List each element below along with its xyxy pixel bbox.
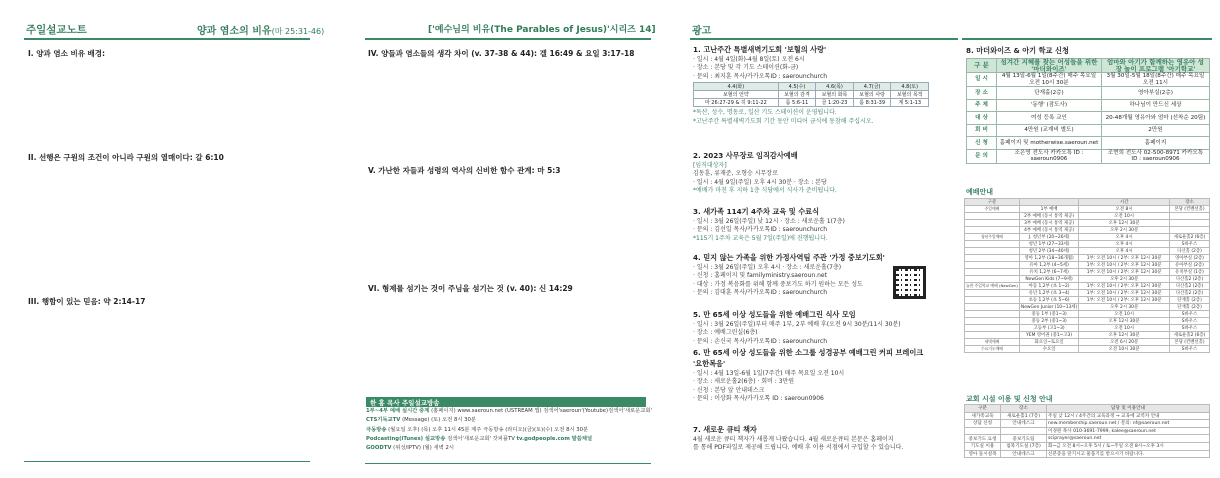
worship-row [965,276,1210,283]
worship-row [965,220,1210,227]
worship-cell: 3부 예배 (동시 통역 제공) [1019,220,1078,227]
worship-cell: S바우스 [1170,325,1210,332]
worship-cell: 1부: 오전 10시 / 2부: 오후 12시 30분 [1079,269,1170,276]
worship-cell: 1부: 오전 10시 / 2부: 오후 12시 30분 [1079,283,1170,290]
worship-cell [965,269,1020,276]
worship-cell: 단재홀 (2층) [1170,304,1210,311]
broadcast-line-2: CTS기독교TV (Message) (토) 오전 8시 30분 [366,417,476,424]
worship-cell: 오전 10시 [1079,213,1170,220]
space-cell: 주일 낮 12시 / 4주간의 교육과정 → 교육에 교역자 안내 [1047,412,1210,420]
worship-cell: 다산홀2 (2층) [1170,276,1210,283]
worship-row [965,290,1210,297]
space-cell: 화~금 오전 8시~오후 5시 / 토~주일 오전 8시~오후 3시 [1047,442,1210,450]
space-cell: 영아 돌시설목 [965,450,1001,458]
worship-cell: NewGen Junior (10~13세) [1020,305,1078,310]
worship-row [965,346,1210,353]
worship-cell: S바우스 [1170,346,1210,353]
worship-cell: S바우스 [1170,311,1210,318]
ad-6: 6. 만 65세 이상 성도들을 위한 소그룹 성경공부 예배그린 커피 브레이크 '요한복음' · 일시 : 4월 13일-6월 1일(7주간) 매주 목요일 오전 10시 · 장소 : 새로운홀2(6층) · 회비 : 3만원 · 신청 : 본당 앞 안내데스크 · 문의 : 이상화 목사/카카오톡 ID : saeroun0906 [693,348,924,403]
worship-cell: 청년 2부 (34~40세) [1019,248,1078,255]
worship-cell: 본당 (컨벤션홀) [1170,339,1210,346]
ads-title: 광고 [692,26,712,37]
space-cell [1001,427,1047,435]
note-bottom-rule [24,461,310,462]
space-row [965,412,1210,420]
worship-cell [965,213,1020,220]
worship-cell: 4부 예배 (동시 통역 제공) [1019,227,1078,234]
series-point-4: IV. 양들과 염소들의 생각 차이 (v. 37-38 & 44): 겔 16:49 & 요일 3:17-18 [368,49,635,58]
worship-cell: 단재홀 (2층) [1170,297,1210,304]
worship-row [965,234,1210,241]
space-table: 구분 장소 담당 및 이용안내 새가족교육 새로운홀1 (7층) 주일 낮 12시 / 4주간의 교육과정 → 교육에 교역자 안내 상담 신청 안내데스크 new.membership.saeroun.net / 문의: nf@saeroun.net 이경원 목사 010-3691-7999, kalee@saeroun.net 중보기도 요청 중보기도팀 sciprayer@saeroun.net 기도실 이용 침묵기도실 (7층) 화~금 오전 8시~오후 5시 / 토~주일 오전 8시~오후 3시 영아 돌시설목 안내데스크 신분증을 맡기시고 물품기를 받으시기 바랍니다. [964,404,1210,458]
space-cell: 신분증을 맡기시고 물품기를 받으시기 바랍니다. [1047,450,1210,458]
worship-cell: 오전 8시 [1079,206,1170,213]
worship-cell: 늘찬 주일학교 예배 (NewGen) [966,283,1018,288]
worship-row [965,304,1210,311]
worship-cell: 오후 12시 30분 [1079,220,1170,227]
worship-cell: 유년 1,2부 (초 3~4) [1019,290,1078,297]
worship-cell: 청년주일예배 [965,234,1020,241]
space-row [965,420,1210,428]
series-point-5: V. 가난한 자들과 성령의 역사의 신비한 함수 관계: 마 5:3 [368,166,561,175]
worship-row [965,339,1210,346]
space-cell: 중보기도 요청 [965,435,1001,443]
space-cell: 안내데스크 [1001,420,1047,428]
worship-cell [965,311,1020,318]
series-bottom-rule [365,463,651,464]
space-row [965,435,1210,443]
worship-title: 예배안내 [966,188,994,196]
worship-cell: 오후 2시 30분 [1079,304,1170,311]
space-cell: 기도실 이용 [965,442,1001,450]
worship-cell [1170,220,1210,227]
worship-row [965,248,1210,255]
worship-cell: 본당 (컨벤션홀) [1170,206,1210,213]
worship-cell: 아동 1,2부 (초 1~2) [1019,283,1078,290]
ad-1: 1. 고난주간 특별새벽기도회 '보혈의 사랑' · 일시 : 4월 4일(화)-4월 8일(토) 오전 6시 · 장소 : 본당 및 각 기도 스테이션(화-금) · 문의 : 최지훈 목사/카카오톡ID : saerounchurch 4.4(화) 4.5(수) 4.6(목) 4.7(금) 4.8(토) 보혈의 언약 보혈의 감격 보혈의 화목 보혈의 사랑 보혈의 목적 마 26:27-29 & 히 9:11-22 롬 5:6-11 골 1:20-23 롬 8:31-39 계 5:1-13 *독산, 성수, 명동로, 일산 기도 스테이션이 운영됩니다. *고난주간 특별새벽기도회 기간 동안 미디어 금식에 동참해 주십시오. [693,45,955,126]
worship-cell: 오전 10시 30분 [1079,346,1170,353]
worship-cell: 청년 1부 (27~33세) [1019,241,1078,248]
space-cell: new.membership.saeroun.net / 문의: nf@saeroun.net [1047,420,1210,428]
worship-table: 구분 시간 장소 주일예배 1부 예배 오전 8시 본당 (컨벤션홀) 2부 예배 (동시 통역 제공) 오전 10시 3부 예배 (동시 통역 제공) 오후 12시 30분 4부 예배 (동시 통역 제공) 오후 2시 30분 청년주일예배 J. 청년부 (20~26세) 오후 4시 새로운홀2 (6층) 청년 1부 (27~33세) 오후 4시 S바우스 청년 2부 (34~40세) 오후 4시 다산홀 (2층) 영아 1,2부 (18~36개월) 1부: 오전 10시 / 2부: 오후 12시 30분 영아부실 (2층) 유아 1,2부 (4~5세) 1부: 오전 10시 / 2부: 오후 12시 30분 유아부실 (2층) 유치 1,2부 (6~7세) 1부: 오전 10시 / 2부: 오후 12시 30분 유치부실 (1층) NewGen Kids (7~9세) 오후 2시 30분 다산홀2 (2층) 늘찬 주일학교 예배 (NewGen) 아동 1,2부 (초 1~2) 1부: 오전 10시 / 2부: 오후 12시 30분 다산홀2 (2층) 유년 1,2부 (초 3~4) 1부: 오전 10시 / 2부: 오후 12시 30분 다산홀2 (2층) 초등 1,2부 (초 5~6) 1부: 오전 10시 / 2부: 오후 12시 30분 단재홀 (2층) NewGen Junior (10~13세) 오후 2시 30분 단재홀 (2층) 중등 1부 (중1~3) 오전 10시 S바우스 중등 2부 (중1~3) 오후 12시 30분 S바우스 고등부 (고1~3) 오전 10시 S바우스 YEM 영어권 (중1~고3) 오후 12시 30분 새로운홀2 (6층) 새벽예배 화요일~토요일 오전 6시 20분 본당 (컨벤션홀) 수요기도예배 수요일 오전 10시 30분 S바우스 [964,198,1210,353]
worship-row [965,262,1210,269]
worship-cell: 1부 예배 [1019,206,1078,213]
broadcast-line-1: 1부~4부 예배 실시간 중계 (홈페이지) www.saeroun.net (USTREAM 앱) 검색어'saeroun'(Youtube)검색어'새로운교회' [366,408,652,414]
worship-cell [1170,213,1210,220]
worship-cell: 영아부실 (2층) [1170,255,1210,262]
worship-cell [1170,227,1210,234]
worship-cell: 새로운홀2 (6층) [1170,332,1210,339]
worship-cell: 오전 10시 [1079,311,1170,318]
space-cell: 침묵기도실 (7층) [1001,442,1047,450]
ad-7: 7. 새로운 큐티 책자 4월 새로운 큐티 책자가 새롭게 나왔습니다. 4월 새로운큐티 본문은 홈페이지 를 통해 PDF파일로 제공해 드립니다. 예배 후 이용 서점에서 구입할 수 있습니다. [693,425,904,452]
worship-row [965,206,1210,213]
ad-3: 3. 새가족 114기 4주차 교육 및 수료식 · 일시 : 3월 26일(주일) 낮 12시 · 장소 : 새로운홀 1(7층) · 문의 : 김선일 목사/카카오톡ID : saerounchurch *115기 1주차 교육은 5월 7일(주일)에 진행됩니다. [693,207,845,242]
sermon-note-column [0,0,325,478]
worship-cell: 유치 1,2부 (6~7세) [1019,269,1078,276]
broadcast-box [366,397,652,463]
worship-row [965,227,1210,234]
worship-cell: 오후 4시 [1079,248,1170,255]
worship-cell: 다산홀2 (2층) [1170,283,1210,290]
worship-cell: 유아 1,2부 (4~5세) [1019,262,1078,269]
note-title: 주일설교노트 [26,24,87,36]
ads-rule [690,38,958,40]
broadcast-header: 한 홍 목사 주일설교방송 [366,397,646,407]
worship-cell: 오후 4시 [1079,234,1170,241]
space-cell: 중보기도팀 [1001,435,1047,443]
space-cell: sciprayer@saeroun.net [1047,435,1210,443]
worship-cell: 초등 1,2부 (초 5~6) [1019,297,1078,304]
space-cell: 새로운홀1 (7층) [1001,412,1047,420]
space-cell: 이경원 목사 010-3691-7999, kalee@saeroun.net [1047,427,1210,435]
worship-cell [965,318,1020,325]
worship-cell: 1부: 오전 10시 / 2부: 오후 12시 30분 [1079,297,1170,304]
worship-cell: 새벽예배 [965,339,1020,346]
series-title: ['예수님의 비유(The Parables of Jesus)'시리즈 14] [428,25,656,35]
worship-cell: 오후 12시 30분 [1079,332,1170,339]
worship-cell [965,248,1020,255]
worship-cell: 1부: 오전 10시 / 2부: 오후 12시 30분 [1079,262,1170,269]
worship-cell: 오전 10시 [1079,325,1170,332]
worship-cell [965,332,1020,339]
worship-cell: 오후 12시 30분 [1079,318,1170,325]
prayer-schedule-table: 4.4(화) 4.5(수) 4.6(목) 4.7(금) 4.8(토) 보혈의 언약 보혈의 감격 보혈의 화목 보혈의 사랑 보혈의 목적 마 26:27-29 & 히 9:11-22 롬 5:6-11 골 1:20-23 롬 8:31-39 계 5:1-13 [693,82,929,107]
worship-cell: 주일예배 [965,206,1020,213]
worship-cell: 수요기도예배 [965,346,1020,353]
worship-cell: YEM 영어권 (중1~고3) [1019,332,1078,339]
note-ref: (마 25:31-46) [271,27,325,36]
series-rule [365,38,651,40]
ad-5: 5. 만 65세 이상 성도들을 위한 예배그린 식사 모임 · 일시 : 3월 26일(주일)부터 매주 1부, 2부 예배 후(오전 9시 30분/11시 30분) · 장소 : 예배그린실(6층) · 문의 : 손신국 목사/카카오톡ID : saerounchurch [693,310,901,345]
worship-cell [965,255,1020,262]
worship-cell: NewGen Kids (7~9세) [1019,276,1078,283]
worship-cell [965,290,1020,297]
worship-cell: 1부: 오전 10시 / 2부: 오후 12시 30분 [1079,290,1170,297]
ad-4: 4. 믿지 않는 가족을 위한 가정사역팀 주관 '가정 중보기도회' · 일시 : 3월 26일(주일) 오후 4시 · 장소 : 새로운홀(7층) · 신청 : 홈페이지 및 familyministry.saeroun.net · 대상 : 가정 복음화를 위해 함께 중보기도 하기 원하는 모든 성도 · 문의 : 김대훈 목사/카카오톡ID : saerounchurch [693,253,885,297]
space-row [965,442,1210,450]
worship-cell [965,297,1020,304]
note-point-2: II. 선행은 구원의 조건이 아니라 구원의 열매이다: 갈 6:10 [28,153,224,162]
worship-cell: 고등부 (고1~3) [1019,325,1078,332]
worship-row [965,255,1210,262]
worship-cell: S바우스 [1170,318,1210,325]
right-top-rule [962,38,1212,40]
worship-row [965,283,1210,290]
worship-cell: 새로운홀2 (6층) [1170,234,1210,241]
qr-code-icon[interactable] [893,266,926,299]
worship-cell: 유아부실 (2층) [1170,262,1210,269]
broadcast-line-5: GOODTV (위성/IPTV) (월) 새벽 2시 [366,445,454,452]
worship-cell [965,220,1020,227]
note-subtitle-wrap [197,22,324,37]
worship-cell: 2부 예배 (동시 통역 제공) [1019,213,1078,220]
note-point-3: III. 행함이 있는 믿음: 약 2:14-17 [28,297,146,306]
worship-cell: 수요일 [1019,346,1078,353]
series-point-6: VI. 형제를 섬기는 것이 주님을 섬기는 것 (v. 40): 신 14:29 [368,284,573,293]
worship-row [965,241,1210,248]
worship-cell: 다산홀2 (2층) [1170,290,1210,297]
worship-cell [965,276,1020,283]
worship-cell: 다산홀 (2층) [1170,248,1210,255]
space-row [965,427,1210,435]
worship-cell: J. 청년부 (20~26세) [1019,234,1078,241]
worship-row [965,332,1210,339]
worship-row [965,269,1210,276]
worship-cell: 오후 4시 [1079,241,1170,248]
note-point-1: I. 양과 염소 비유 배경: [28,49,106,58]
space-cell: 상담 신청 [965,420,1001,428]
worship-cell: S바우스 [1170,241,1210,248]
worship-cell: 영아 1,2부 (18~36개월) [1019,255,1078,262]
space-cell: 안내데스크 [1001,450,1047,458]
worship-cell: 오후 2시 30분 [1079,227,1170,234]
worship-cell: 오후 2시 30분 [1079,276,1170,283]
worship-cell [965,262,1020,269]
worship-cell: 중등 1부 (중1~3) [1019,311,1078,318]
worship-row [965,325,1210,332]
worship-cell: 화요일~토요일 [1019,339,1078,346]
worship-cell: 1부: 오전 10시 / 2부: 오후 12시 30분 [1079,255,1170,262]
ad-2: 2. 2023 사무장로 임직감사예배 [임직대상자] 김동훈, 류재준, 오형승 시무장로 · 일시 : 4월 9일(주일) 오후 4시 30분 · 장소 : 본당 *예배가 마친 후 지하 1층 식당에서 식사가 준비됩니다. [693,151,837,195]
space-row [965,450,1210,458]
broadcast-line-3: 극동방송 (월요일 오후) (목) 오후 11시 45분 제주 극동방송 (라디오)(금)(토)(수) 오전 8시 30분 [366,426,589,433]
worship-cell [965,304,1020,311]
worship-cell: 유치부실 (1층) [1170,269,1210,276]
motherwise-title: 8. 마더와이즈 & 아기 학교 신청 [966,46,1069,55]
note-rule [24,38,310,40]
worship-cell: 중등 2부 (중1~3) [1019,318,1078,325]
worship-cell [965,325,1020,332]
worship-cell [965,227,1020,234]
worship-row [965,213,1210,220]
worship-cell [965,241,1020,248]
space-title: 교회 시설 이용 및 신청 안내 [966,395,1053,403]
worship-cell: 오전 6시 20분 [1079,339,1170,346]
worship-row [965,318,1210,325]
broadcast-line-4: Podcasting(iTunes) 설교방송 검색어'새로운교회' 갓피플TV tv.godpeople.com 말씀채널 [366,435,593,442]
space-cell: 새가족교육 [965,412,1001,420]
note-subtitle: 양과 염소의 비유 [197,26,272,37]
worship-row [965,297,1210,304]
motherwise-table: 구 분 섬겨간 지혜를 찾는 어성들을 위한 '마더와이즈' 엄마와 아기가 함께하는 영유아 성장 놀이 프로그램 '아기학교' 일 시 4월 13일-6월 1일(8주간) 매주 목요일 오전 10시 30분 3월 30일-5월 18일(8주간) 매주 목요일 오전 11시 장 소 단재홀(2층) 영아부실(2층) 주 제 '동행' (잠도사) 하나님이 만드신 세상 대 상 여성 등록 교인 20-48개월 영유아와 엄마 (선착순 20팀) 회 비 4만원 (교재비 별도) 2만원 신 청 홈페이지 및 motherwise.saeroun.net 홈페이지 문 의 조은영 전도사 카카오톡 ID : saeroun0906 조현희 전도사 02-500-8971 카카오톡 ID : saeroun0906 [966,58,1210,164]
space-cell [965,427,1001,435]
worship-row [965,311,1210,318]
